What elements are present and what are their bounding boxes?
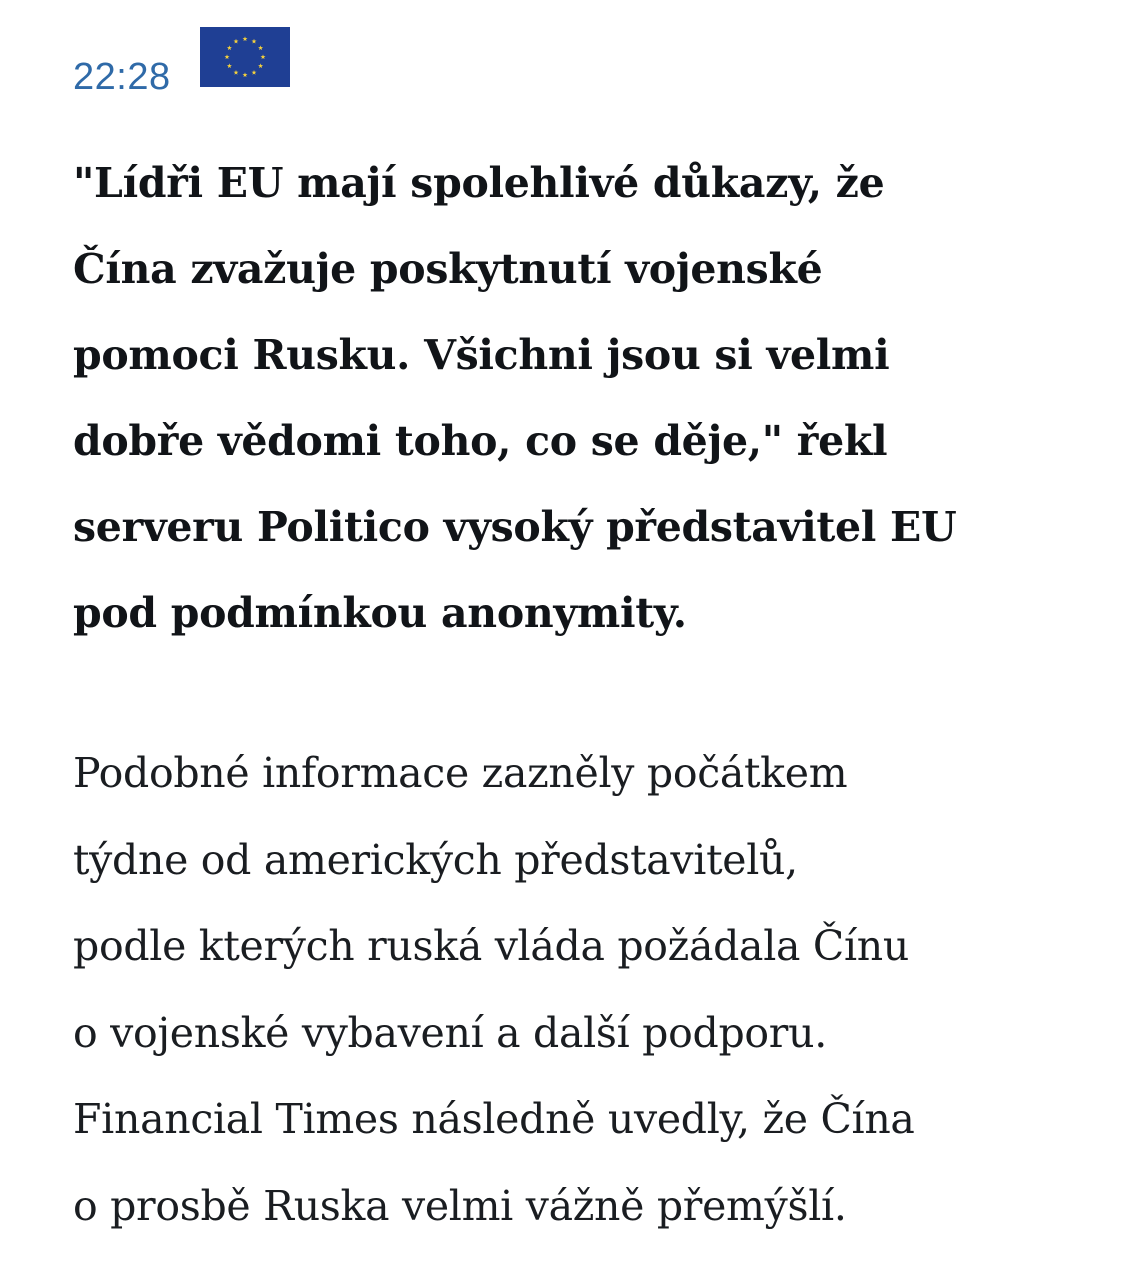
lead-line: "Lídři EU mají spolehlivé důkazy, že xyxy=(73,159,885,207)
lead-line: serveru Politico vysoký představitel EU xyxy=(73,503,957,551)
post-meta xyxy=(73,25,473,100)
body-line: o prosbě Ruska velmi vážně přemýšlí. xyxy=(73,1181,847,1230)
body-line: týdne od amerických představitelů, xyxy=(73,835,798,884)
eu-flag-icon xyxy=(200,27,290,87)
lead-line: Čína zvažuje poskytnutí vojenské xyxy=(73,245,823,293)
lead-paragraph xyxy=(73,140,1063,656)
lead-line: pomoci Rusku. Všichni jsou si velmi xyxy=(73,331,890,379)
body-paragraph xyxy=(73,730,1063,1249)
body-line: podle kterých ruská vláda požádala Čínu xyxy=(73,922,909,970)
body-line: o vojenské vybavení a další podporu. xyxy=(73,1008,827,1057)
body-line: Financial Times následně uvedly, že Čína xyxy=(73,1095,915,1143)
body-line: Podobné informace zazněly počátkem xyxy=(73,749,848,797)
timestamp[interactable]: 22:28 xyxy=(73,56,171,98)
lead-line: dobře vědomi toho, co se děje," řekl xyxy=(73,417,888,465)
lead-line: pod podmínkou anonymity. xyxy=(73,589,687,637)
